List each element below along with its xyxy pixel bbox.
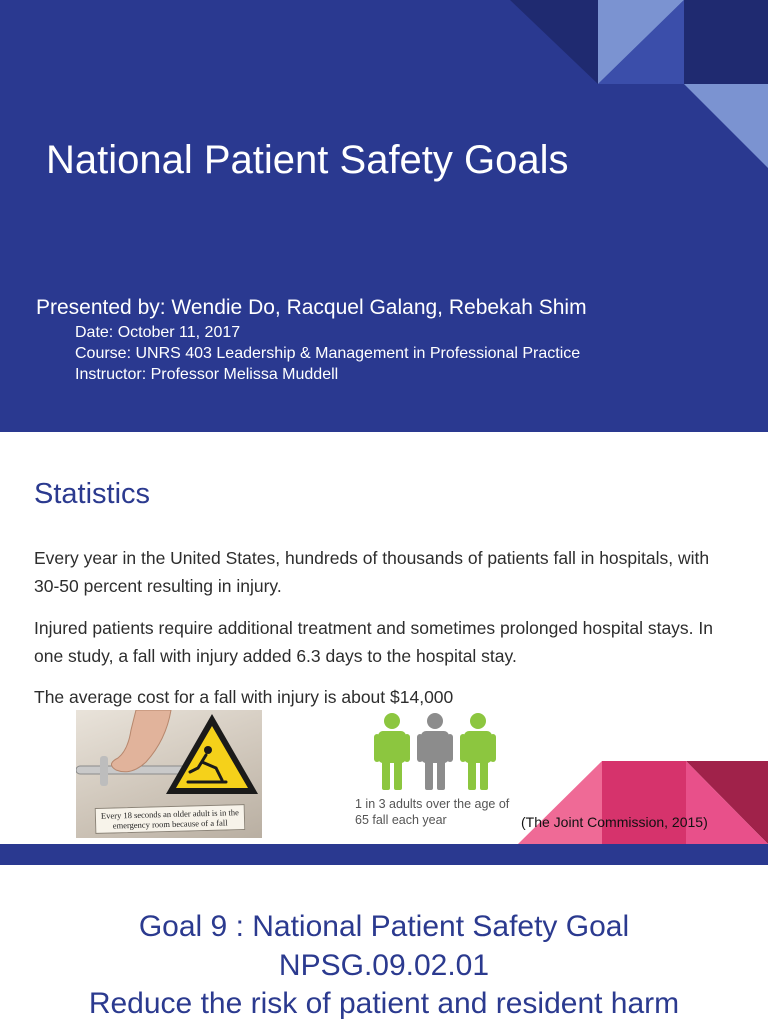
goal-code: NPSG.09.02.01 <box>278 949 490 982</box>
title-slide <box>0 0 768 432</box>
presentation-date: Date: October 11, 2017 <box>75 324 241 341</box>
goal-slide <box>0 865 768 1024</box>
course-name: Course: UNRS 403 Leadership & Management in Professional Practice <box>75 345 581 362</box>
citation: (The Joint Commission, 2015) <box>521 814 708 830</box>
deco-square-dark <box>684 0 768 84</box>
adult-figure-icon <box>417 713 453 790</box>
paragraph-cost: The average cost for a fall with injury is about $14,000 <box>34 687 454 707</box>
deco-triangle-light-lower <box>684 84 768 168</box>
paragraph-prolonged-stay: Injured patients require additional treatment and sometimes prolonged hospital stays. In one study, a fall with injury added 6.3 days to the hospital stay. <box>34 618 714 666</box>
fall-warning-photo <box>76 710 262 838</box>
adults-infographic <box>370 712 500 792</box>
goal-title: Goal 9 : National Patient Safety Goal <box>138 910 630 943</box>
warning-sign-icon <box>166 714 258 794</box>
paragraph-falls: Every year in the United States, hundreds of thousands of patients fall in hospitals, with 30-50 percent resulting in injury. <box>34 548 710 596</box>
presenters: Presented by: Wendie Do, Racquel Galang, Rebekah Shim <box>36 296 587 319</box>
slide-heading: Statistics <box>34 478 151 510</box>
adult-figure-icon <box>460 713 496 790</box>
photo-caption: Every 18 seconds an older adult is in the emergency room because of a fall <box>95 804 246 834</box>
decorative-pink-triangles <box>518 761 768 844</box>
adult-figure-icon <box>374 713 410 790</box>
slide-gap <box>0 432 768 444</box>
slide-title: National Patient Safety Goals <box>46 138 569 182</box>
infographic-caption: 1 in 3 adults over the age of 65 fall each year <box>355 797 510 827</box>
deco-triangle-dark <box>510 0 598 84</box>
deco-triangle-pink <box>518 761 602 844</box>
goal-description: Reduce the risk of patient and resident harm <box>88 987 680 1020</box>
statistics-slide <box>0 444 768 865</box>
instructor-name: Instructor: Professor Melissa Muddell <box>75 366 339 383</box>
slide-bottom-bar <box>0 844 768 865</box>
deco-square-pink <box>602 761 686 844</box>
